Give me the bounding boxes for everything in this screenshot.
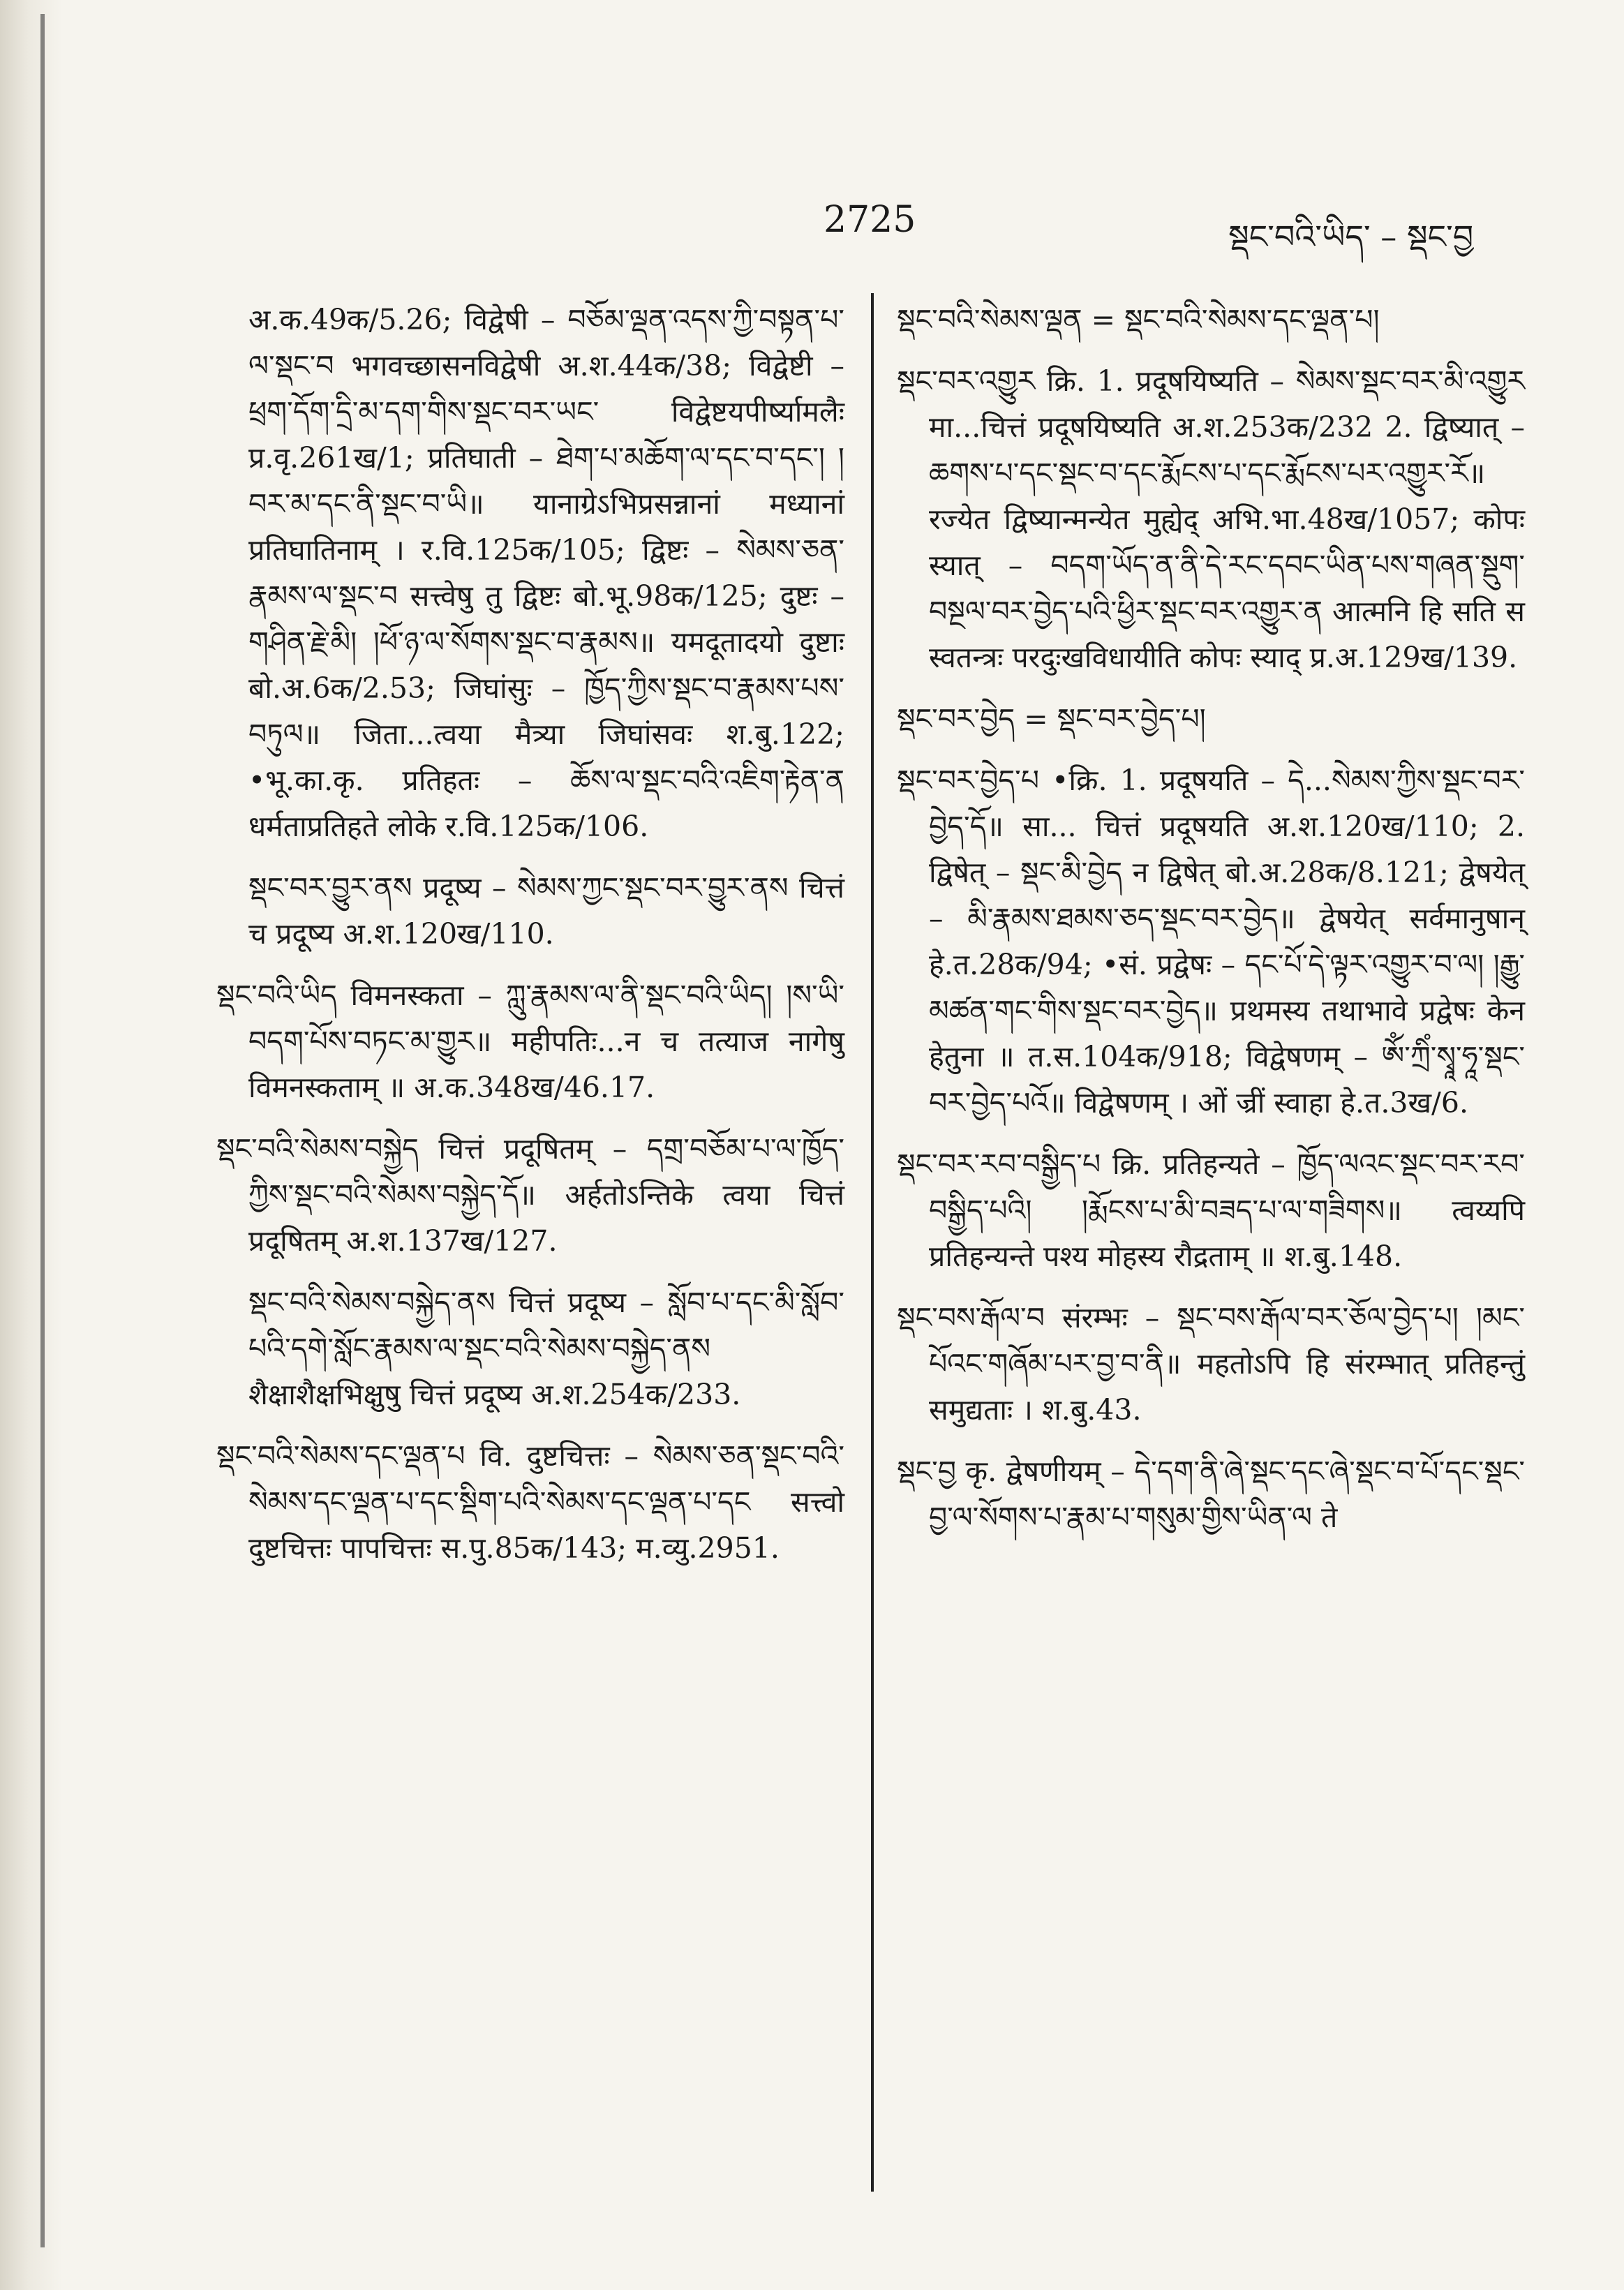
entry: སྡང་བར་རབ་བསྒྱིད་པ क्रि. प्रतिहन्यते – ཁྱོད་ལའང་སྡང་བར་རབ་བསྒྱིད་པའི། །རྨོངས་པ་མི་བཟད་པ་ལ་གཟིགས॥ त्वय्यपि प्रतिहन्यन्ते पश्य मोहस्य रौद्रताम् ॥ श.बु.148. — [897, 1147, 1525, 1273]
page-header — [0, 199, 1624, 262]
binding-edge — [40, 14, 45, 2247]
entry: སྡང་བའི་སེམས་དང་ལྡན་པ वि. दुष्टचित्तः – སེམས་ཅན་སྡང་བའི་སེམས་དང་ལྡན་པ་དང་སྡིག་པའི་སེམས་དང་ལྡན་པ་དང सत्त्वो दुष्टचित्तः पापचित्तः स.पु.85क/143; म.व्यु.2951. — [216, 1439, 844, 1565]
column-divider — [871, 293, 874, 2192]
entry-crossref: སྡང་བའི་སེམས་ལྡན = སྡང་བའི་སེམས་དང་ལྡན་པ། — [897, 303, 1380, 336]
entry: སྡང་བྱ कृ. द्वेषणीयम् – དེ་དག་ནི་ཞེ་སྡང་དང་ཞེ་སྡང་བ་པོ་དང་སྡང་བྱ་ལ་སོགས་པ་རྣམ་པ་གསུམ་གྱིས་ཡིན་ལ ते — [897, 1455, 1525, 1534]
entry-continuation: अ.क.49क/5.26; विद्वेषी – བཅོམ་ལྡན་འདས་ཀྱི་བསྟན་པ་ལ་སྡང་བ भगवच्छासनविद्वेषी अ.श.44क/38; विद्वेष्टी – ཕྲག་དོག་དྲི་མ་དག་གིས་སྡང་བར་ཡང་ विद्वेष्टयपीर्ष्यामलैः प्र.वृ.261ख/1; प्रतिघाती – ཐེག་པ་མཆོག་ལ་དང་བ་དང་། །བར་མ་དང་ནི་སྡང་བ་ཡི॥ यानाग्रेऽभिप्रसन्नानां मध्यानां प्रतिघातिनाम् । र.वि.125क/105; द्विष्टः – སེམས་ཅན་རྣམས་ལ་སྡང་བ सत्त्वेषु तु द्विष्टः बो.भू.98क/125; दुष्टः – གཤིན་རྗེ་མི། །ཕོ་ཉ་ལ་སོགས་སྡང་བ་རྣམས॥ यमदूतादयो दुष्टाः बो.अ.6क/2.53; जिघांसुः – ཁྱོད་ཀྱིས་སྡང་བ་རྣམས་པས་བཏུལ॥ जिता...त्वया मैत्र्या जिघांसवः श.बु.122; •भू.का.कृ. प्रतिहतः – ཆོས་ལ་སྡང་བའི་འཇིག་རྟེན་ན धर्मताप्रतिहते लोके र.वि.125क/106. — [248, 303, 844, 843]
entry: སྡང་བའི་སེམས་བསྐྱེད चित्तं प्रदूषितम् – དགྲ་བཅོམ་པ་ལ་ཁྱོད་ཀྱིས་སྡང་བའི་སེམས་བསྐྱེད་དོ॥ अर्हतोऽन्तिके त्वया चित्तं प्रदूषितम् अ.श.137ख/127. — [216, 1132, 844, 1258]
entry: སྡང་བར་འགྱུར क्रि. 1. प्रदूषयिष्यति – སེམས་སྡང་བར་མི་འགྱུར मा...चित्तं प्रदूषयिष्यति अ.श.253क/232 2. द्विष्यात् – ཆགས་པ་དང་སྡང་བ་དང་རྨོངས་པ་དང་རྨོངས་པར་འགྱུར་རོ॥ रज्येत द्विष्यान्मन्येत मुह्येद् अभि.भा.48ख/1057; कोपः स्यात् – བདག་ཡོད་ན་ནི་དེ་རང་དབང་ཡིན་པས་གཞན་སྡུག་བསྔལ་བར་བྱེད་པའི་ཕྱིར་སྡང་བར་འགྱུར་ན आत्मनि हि सति स स्वतन्त्रः परदुःखविधायीति कोपः स्याद् प्र.अ.129ख/139. — [897, 364, 1525, 674]
entry-crossref: སྡང་བར་བྱེད = སྡང་བར་བྱེད་པ། — [897, 702, 1206, 736]
entry: སྡང་བའི་ཡིད विमनस्कता – ཀླུ་རྣམས་ལ་ནི་སྡང་བའི་ཡིད། །ས་ཡི་བདག་པོས་བཏང་མ་གྱུར॥ महीपतिः...न च तत्याज नागेषु विमनस्कताम् ॥ अ.क.348ख/46.17. — [216, 979, 844, 1104]
running-head: སྡང་བའི་ཡིད་ – སྡང་བྱ — [1228, 218, 1474, 255]
entry: སྡང་བར་བྱེད་པ •क्रि. 1. प्रदूषयति – དེ...སེམས་ཀྱིས་སྡང་བར་བྱེད་དོ॥ सा... चित्तं प्रदूषयति अ.श.120ख/110; 2. द्विषेत् – སྡང་མི་བྱེད न द्विषेत् बो.अ.28क/8.121; द्वेषयेत् – མི་རྣམས་ཐམས་ཅད་སྡང་བར་བྱེད॥ द्वेषयेत् सर्वमानुषान् हे.त.28क/94; •सं. प्रद्वेषः – དང་པོ་དེ་ལྟར་འགྱུར་བ་ལ། །རྒྱུ་མཚན་གང་གིས་སྡང་བར་བྱེད॥ प्रथमस्य तथाभावे प्रद्वेषः केन हेतुना ॥ त.स.104क/918; विद्वेषणम् – ཨོཾ་ཀྲིཾ་སྭཱ་ཧཱ་སྡང་བར་བྱེད་པའོ॥ विद्वेषणम् । ओं ज्रीं स्वाहा हे.त.3ख/6. — [897, 764, 1525, 1120]
right-column — [897, 297, 1525, 1556]
entry: སྡང་བས་རྒོལ་བ संरम्भः – སྡང་བས་རྒོལ་བར་ཅོལ་བྱེད་པ། །མང་པོའང་གཞོམ་པར་བྱ་བ་ནི॥ महतोऽपि हि संरम्भात् प्रतिहन्तुं समुद्यताः । श.बु.43. — [897, 1301, 1525, 1427]
left-column — [216, 297, 844, 1586]
page-number: 2725 — [824, 199, 916, 241]
entry-sub: སྡང་བར་བྱུར་ནས प्रदूष्य – སེམས་ཀྱང་སྡང་བར་བྱུར་ནས चित्तं च प्रदूष्य अ.श.120ख/110. — [248, 871, 844, 951]
scan-margin — [0, 0, 63, 2290]
entry-sub: སྡང་བའི་སེམས་བསྐྱེད་ནས चित्तं प्रदूष्य – སློབ་པ་དང་མི་སློབ་པའི་དགེ་སློང་རྣམས་ལ་སྡང་བའི་སེམས་བསྐྱེད་ནས शैक्षाशैक्षभिक्षुषु चित्तं प्रदूष्य अ.श.254क/233. — [248, 1286, 844, 1411]
